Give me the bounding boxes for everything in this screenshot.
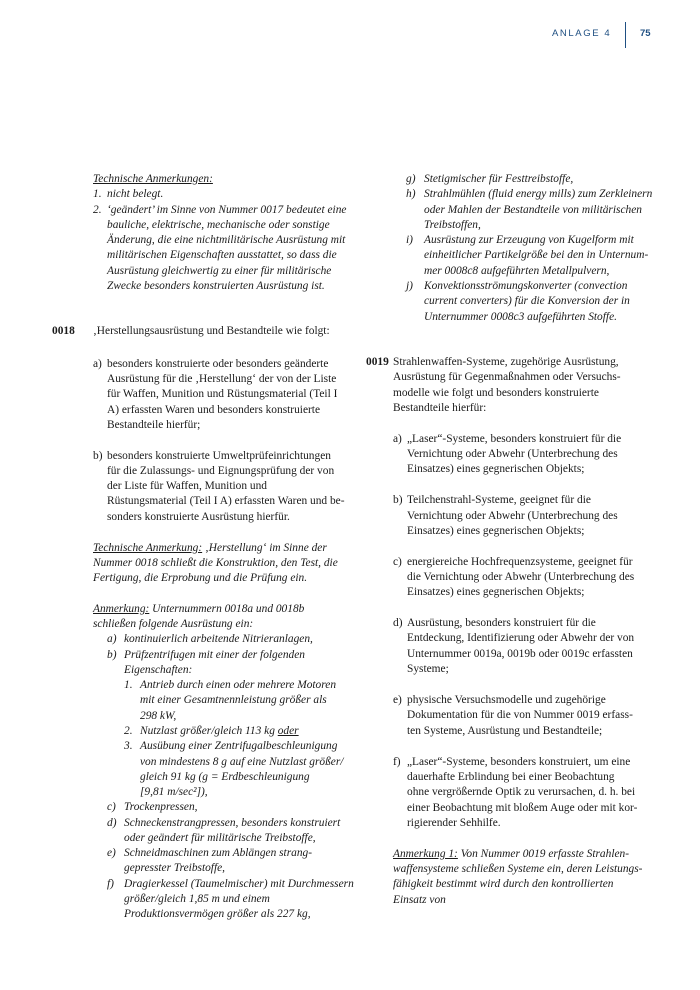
- item-0019f-marker: f): [393, 756, 401, 768]
- header-divider: [625, 22, 626, 48]
- sub-item-1-line: Antrieb durch einen oder mehrere Motoren: [140, 679, 337, 691]
- note-label: Anmerkung:: [93, 603, 150, 615]
- note-item-d-line: oder geändert für militärische Treibstoffe,: [124, 832, 316, 844]
- tech-note-2-line: Ausrüstung gleichwertig zu einer für militärische: [107, 265, 332, 277]
- item-0018b-line: der Liste für Waffen, Munition und: [107, 480, 267, 492]
- item-0019-heading-line: Strahlenwaffen-Systeme, zugehörige Ausrüstung,: [393, 356, 619, 368]
- item-0019c-line: die Vernichtung oder Abwehr (Unterbrechung des: [407, 571, 635, 583]
- item-0019c-marker: c): [393, 556, 402, 568]
- note-line: schließen folgende Ausrüstung ein:: [93, 618, 254, 630]
- item-0018a-marker: a): [93, 358, 102, 370]
- tech-note-1-text: nicht belegt.: [107, 188, 164, 200]
- item-0019e-line: Dokumentation für die von Nummer 0019 erfass-: [407, 709, 633, 721]
- technical-note-line: Fertigung, die Erprobung und die Prüfung ein.: [93, 572, 308, 584]
- item-0018a-line: für Waffen, Munition und Rüstungsmaterial (Teil I: [107, 388, 338, 400]
- item-0018b-line: für die Zulassungs- und Eignungsprüfung der von: [107, 465, 335, 477]
- item-0019e-line: physische Versuchsmodelle und zugehörige: [407, 694, 606, 706]
- note-item-a: kontinuierlich arbeitende Nitrieranlagen,: [124, 633, 313, 645]
- note-item-f-line: Dragierkessel (Taumelmischer) mit Durchmessern: [124, 878, 354, 890]
- note-item-e-line: gepresster Treibstoffe,: [124, 862, 226, 874]
- tech-note-2-line: militärischen Eigenschaften ausstattet, so dass die: [107, 249, 337, 261]
- tech-note-2-marker: 2.: [93, 204, 102, 216]
- item-0019a-line: „Laser“-Systeme, besonders konstruiert für die: [407, 433, 622, 445]
- item-0019f-line: dauerhafte Erblindung bei einer Beobachtung: [407, 771, 615, 783]
- sub-item-1-line: 298 kW,: [140, 710, 177, 722]
- note-item-h-line: oder Mahlen der Bestandteile von militärischen: [424, 204, 642, 216]
- item-0019a-line: Einsatzes) eines gegnerischen Objekts;: [407, 463, 585, 475]
- note-item-h-marker: h): [406, 188, 416, 200]
- note-item-c-marker: c): [107, 801, 116, 813]
- item-0019b-line: Teilchenstrahl-Systeme, geeignet für die: [407, 494, 591, 506]
- item-0018b-marker: b): [93, 450, 103, 462]
- item-0019d-marker: d): [393, 617, 403, 629]
- note-item-f-marker: f): [107, 878, 114, 890]
- note-1-line: fähigkeit bestimmt wird durch den kontrollierten: [393, 878, 614, 890]
- item-0018a-line: Bestandteile hierfür;: [107, 419, 201, 431]
- note-1-line: waffensysteme schließen Systeme ein, deren Leistungs-: [393, 863, 643, 875]
- item-number-0018: 0018: [52, 325, 75, 337]
- item-0019e-marker: e): [393, 694, 402, 706]
- note-item-f-line: größer/gleich 1,85 m und einem: [124, 893, 270, 905]
- note-item-d-line: Schneckenstrangpressen, besonders konstruiert: [124, 817, 341, 829]
- sub-item-3-line: von mindestens 8 g auf eine Nutzlast größer/: [140, 756, 344, 768]
- note-item-j-line: Konvektionsströmungskonverter (convection: [424, 280, 628, 292]
- sub-item-1-line: mit einer Gesamtnennleistung größer als: [140, 694, 327, 706]
- note-item-b-line: Prüfzentrifugen mit einer der folgenden: [124, 649, 305, 661]
- sub-item-1-marker: 1.: [124, 679, 133, 691]
- item-0019d-line: Systeme;: [407, 663, 449, 675]
- sub-item-3-line: Ausübung einer Zentrifugalbeschleunigung: [140, 740, 338, 752]
- item-0019-heading-line: Bestandteile hierfür:: [393, 402, 487, 414]
- item-0019b-line: Einsatzes) eines gegnerischen Objekts;: [407, 525, 585, 537]
- note-item-d-marker: d): [107, 817, 117, 829]
- technical-note-line: ‚Herstellung‘ im Sinne der: [202, 542, 327, 554]
- item-0019c-line: energiereiche Hochfrequenzsysteme, geeignet für: [407, 556, 633, 568]
- note-1-line: Von Nummer 0019 erfasste Strahlen-: [457, 848, 630, 860]
- sub-item-2-marker: 2.: [124, 725, 133, 737]
- item-0018a-line: A) erfassten Waren und besonders konstruierte: [107, 404, 321, 416]
- note-item-b-marker: b): [107, 649, 117, 661]
- item-0019f-line: ohne vergrößernde Optik zu verursachen, d. h. bei: [407, 786, 636, 798]
- item-0019d-line: Entdeckung, Identifizierung oder Abwehr der von: [407, 632, 635, 644]
- item-0018-heading: ‚Herstellungsausrüstung und Bestandteile wie folgt:: [93, 325, 330, 337]
- item-0018b-line: sonders konstruierte Ausrüstung hierfür.: [107, 511, 290, 523]
- item-number-0019: 0019: [366, 356, 389, 368]
- note-item-j-line: Unternummer 0008c3 aufgeführten Stoffe.: [424, 311, 617, 323]
- note-item-i-marker: i): [406, 234, 413, 246]
- item-0019a-marker: a): [393, 433, 402, 445]
- tech-note-2-line: ‘geändert’ im Sinne von Nummer 0017 bedeutet eine: [107, 204, 347, 216]
- item-0019d-line: Unternummer 0019a, 0019b oder 0019c erfassten: [407, 648, 633, 660]
- tech-note-2-line: Änderung, die eine nichtmilitärische Ausrüstung mit: [107, 234, 346, 246]
- note-item-e-marker: e): [107, 847, 116, 859]
- note-0018: [93, 602, 304, 617]
- sub-item-3-line: gleich 91 kg (g = Erdbeschleunigung: [140, 771, 310, 783]
- tech-note-2-line: Zwecke besonders konstruierten Ausrüstung ist.: [107, 280, 325, 292]
- technical-notes-title: Technische Anmerkungen:: [93, 173, 213, 185]
- item-0019f-line: rigierender Sehhilfe.: [407, 817, 501, 829]
- item-0019f-line: „Laser“-Systeme, besonders konstruiert, um eine: [407, 756, 631, 768]
- note-item-g-marker: g): [406, 173, 416, 185]
- note-1-label: Anmerkung 1:: [393, 848, 458, 860]
- item-0018a-line: besonders konstruierte oder besonders geänderte: [107, 358, 329, 370]
- item-0019e-line: ten Systeme, Ausrüstung und Bestandteile;: [407, 725, 603, 737]
- note-item-i-line: einheitlicher Partikelgröße bei den in Unternum-: [424, 249, 649, 261]
- technical-note-line: Nummer 0018 schließt die Konstruktion, den Test, die: [93, 557, 338, 569]
- note-item-h-line: Strahlmühlen (fluid energy mills) zum Zerkleinern: [424, 188, 653, 200]
- sub-item-3-marker: 3.: [124, 740, 133, 752]
- item-0019-heading-line: modelle wie folgt und besonders konstruierte: [393, 387, 599, 399]
- note-item-j-marker: j): [406, 280, 413, 292]
- sub-item-2-text: Nutzlast größer/gleich 113 kg: [140, 725, 278, 737]
- item-0019b-marker: b): [393, 494, 403, 506]
- note-item-i-line: Ausrüstung zur Erzeugung von Kugelform mit: [424, 234, 634, 246]
- note-line: Unternummern 0018a und 0018b: [149, 603, 305, 615]
- note-item-b-line: Eigenschaften:: [124, 664, 193, 676]
- sub-item-3-line: [9,81 m/sec²]),: [140, 786, 208, 798]
- technical-note-0018: [93, 541, 327, 556]
- note-item-g: Stetigmischer für Festtreibstoffe,: [424, 173, 574, 185]
- item-0019c-line: Einsatzes) eines gegnerischen Objekts;: [407, 586, 585, 598]
- note-item-a-marker: a): [107, 633, 117, 645]
- note-item-c: Trockenpressen,: [124, 801, 198, 813]
- item-0018a-line: Ausrüstung für die ‚Herstellung‘ der von der Liste: [107, 373, 337, 385]
- note-item-e-line: Schneidmaschinen zum Ablängen strang-: [124, 847, 313, 859]
- item-0019-heading-line: Ausrüstung für Gegenmaßnahmen oder Versuchs-: [393, 371, 621, 383]
- tech-note-2-line: bauliche, elektrische, mechanische oder sonstige: [107, 219, 330, 231]
- item-0019d-line: Ausrüstung, besonders konstruiert für die: [407, 617, 596, 629]
- note-item-i-line: mer 0008c8 aufgeführten Metallpulvern,: [424, 265, 610, 277]
- technical-note-label: Technische Anmerkung:: [93, 542, 203, 554]
- item-0019f-line: einer Beobachtung mit bloßem Auge oder mit kor-: [407, 802, 638, 814]
- item-0018b-line: besonders konstruierte Umweltprüfeinrichtungen: [107, 450, 331, 462]
- tech-note-1-marker: 1.: [93, 188, 102, 200]
- item-0018b-line: Rüstungsmaterial (Teil I A) erfassten Waren und be-: [107, 495, 345, 507]
- note-item-f-line: Produktionsvermögen größer als 227 kg,: [124, 908, 311, 920]
- running-header-label: ANLAGE 4: [552, 28, 612, 39]
- note-item-j-line: current converters) für die Konversion der in: [424, 295, 630, 307]
- sub-item-2: [140, 724, 299, 739]
- note-1-0019: [393, 847, 629, 862]
- item-0019a-line: Vernichtung oder Abwehr (Unterbrechung des: [407, 448, 618, 460]
- note-item-h-line: Treibstoffen,: [424, 219, 481, 231]
- page-number: 75: [640, 28, 651, 39]
- sub-item-2-oder: oder: [277, 725, 299, 737]
- note-1-line: Einsatz von: [393, 894, 446, 906]
- item-0019b-line: Vernichtung oder Abwehr (Unterbrechung des: [407, 510, 618, 522]
